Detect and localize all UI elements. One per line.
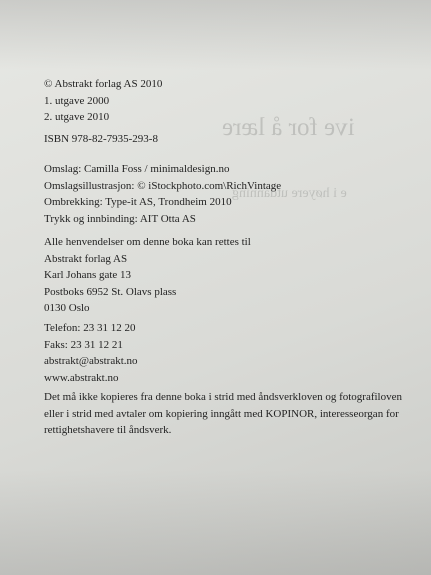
page-shadow-bottom [0,470,431,575]
isbn-block [44,131,158,148]
inquiries-block [44,234,251,317]
address-line: Karl Johans gate 13 [44,269,132,281]
copyright-block [44,76,162,126]
contact-block [44,320,138,386]
credits-block [44,161,281,227]
page-shadow-top [0,0,431,70]
legal-line: Det må ikke kopieres fra denne boka i strid med åndsverkloven og fotografiloven [44,391,402,403]
address-line: Postboks 6952 St. Olavs plass [44,285,177,298]
credit-line: Trykk og innbinding: AIT Otta AS [44,212,196,225]
website-line: www.abstrakt.no [44,371,119,384]
show-through-subtitle: e i høyere utdanning [232,186,347,201]
edition-line: 1. utgave 2000 [44,94,110,107]
address-line: 0130 Oslo [44,302,90,314]
email-line: abstrakt@abstrakt.no [44,355,138,367]
credit-line: Omslagsillustrasjon: © iStockphoto.com\RichVintage [44,179,282,192]
credit-line: Ombrekking: Type-it AS, Trondheim 2010 [44,196,232,208]
edition-line: 2. utgave 2010 [44,111,110,123]
legal-line: rettighetshavere til åndsverk. [44,424,172,436]
copyright-line: © Abstrakt forlag AS 2010 [44,78,163,90]
legal-notice [44,389,402,439]
address-line: Abstrakt forlag AS [44,252,128,265]
credit-line: Omslag: Camilla Foss / minimaldesign.no [44,163,230,175]
phone-line: Telefon: 23 31 12 20 [44,322,136,334]
legal-line: eller i strid med avtaler om kopiering inngått med KOPINOR, interesseorgan for [44,407,399,420]
isbn-line: ISBN 978-82-7935-293-8 [44,133,158,145]
address-line: Alle henvendelser om denne boka kan rettes til [44,236,251,248]
show-through-title: ive for å lære [222,114,355,141]
fax-line: Faks: 23 31 12 21 [44,338,123,351]
